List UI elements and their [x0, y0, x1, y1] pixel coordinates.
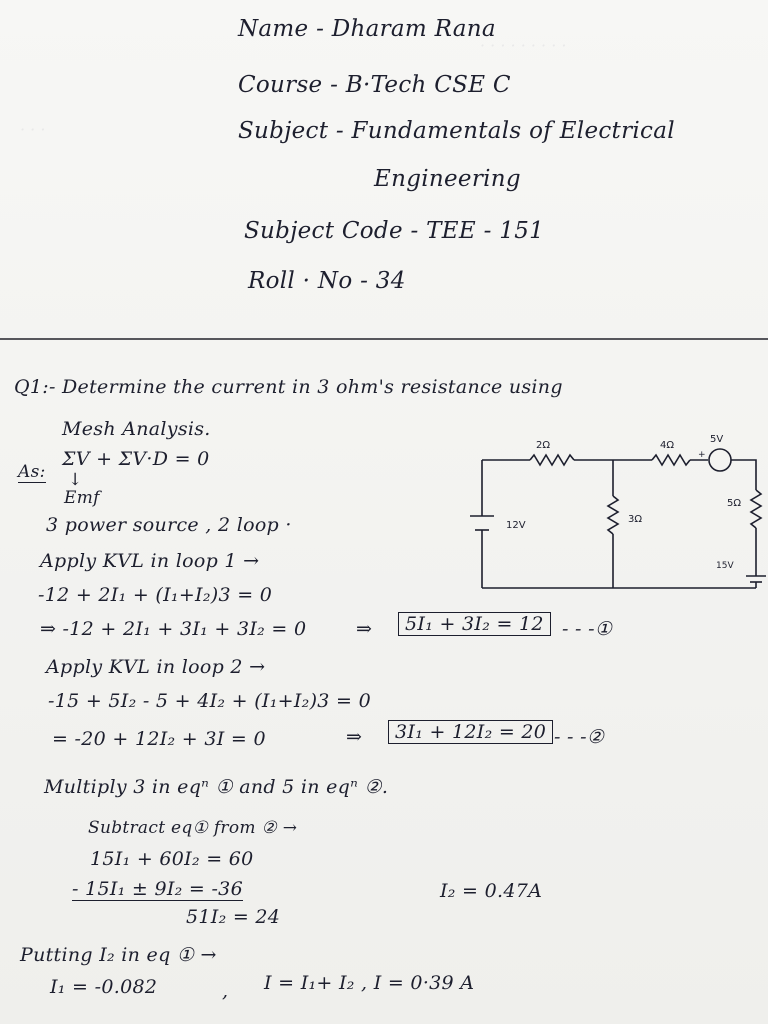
- bleed-through: · · ·: [20, 120, 46, 139]
- label-2ohm: 2Ω: [536, 440, 551, 451]
- kvl-equation: ΣV + ΣV·D = 0: [62, 448, 210, 470]
- answer-label: As:: [18, 462, 46, 482]
- label-5v: 5V: [710, 434, 724, 445]
- roll-number: Roll · No - 34: [248, 268, 406, 294]
- resistor-5ohm: [751, 490, 761, 528]
- separator-comma: ,: [222, 980, 229, 1002]
- question-line-2: Mesh Analysis.: [62, 418, 211, 440]
- question-line-1: Q1:- Determine the current in 3 ohm's resistance using: [14, 376, 563, 398]
- label-4ohm: 4Ω: [660, 440, 675, 451]
- circuit-diagram: [470, 430, 768, 600]
- label-15v: 15V: [716, 561, 734, 571]
- subtract-line-2: - 15I₁ ± 9I₂ = -36: [72, 878, 243, 900]
- subtract-result: 51I₂ = 24: [186, 906, 281, 928]
- loop1-equation-1: -12 + 2I₁ + (I₁+I₂)3 = 0: [38, 584, 273, 606]
- loop2-equation-1: -15 + 5I₂ - 5 + 4I₂ + (I₁+I₂)3 = 0: [48, 690, 371, 712]
- loop2-implies: ⇒: [346, 726, 363, 748]
- equation-1-boxed: 5I₁ + 3I₂ = 12: [398, 612, 551, 636]
- emf-arrow: ↓: [68, 470, 83, 490]
- resistor-4ohm: [652, 455, 690, 465]
- divider-line: [0, 338, 768, 340]
- student-name: Name - Dharam Rana: [238, 16, 496, 42]
- subtract-step: Subtract eq① from ② →: [88, 818, 298, 838]
- source-5v-plus-sign: +: [698, 450, 706, 460]
- i2-result: I₂ = 0.47A: [440, 880, 543, 902]
- equation-1-ref: - - -①: [562, 618, 613, 640]
- putting-step: Putting I₂ in eq ① →: [20, 944, 217, 966]
- loop1-title: Apply KVL in loop 1 →: [40, 550, 260, 572]
- label-12v: 12V: [506, 520, 526, 531]
- label-5ohm: 5Ω: [727, 498, 742, 509]
- subtract-line-1: 15I₁ + 60I₂ = 60: [90, 848, 254, 870]
- course: Course - B·Tech CSE C: [238, 72, 511, 98]
- note-sources-loops: 3 power source , 2 loop ·: [46, 514, 292, 536]
- loop1-implies: ⇒: [356, 618, 373, 640]
- resistor-2ohm: [530, 455, 574, 465]
- equation-2-boxed: 3I₁ + 12I₂ = 20: [388, 720, 553, 744]
- source-5v-circle: [709, 449, 731, 471]
- loop2-title: Apply KVL in loop 2 →: [46, 656, 266, 678]
- equation-2-ref: - - -②: [554, 726, 605, 748]
- i1-result: I₁ = -0.082: [50, 976, 158, 998]
- subject-continued: Engineering: [374, 166, 521, 192]
- emf-label: Emf: [64, 488, 100, 508]
- subject-code: Subject Code - TEE - 151: [244, 218, 545, 244]
- subject: Subject - Fundamentals of Electrical: [238, 118, 675, 144]
- i-total-result: I = I₁+ I₂ , I = 0·39 A: [264, 972, 475, 994]
- loop2-equation-2: = -20 + 12I₂ + 3I = 0: [52, 728, 266, 750]
- loop1-equation-2: ⇒ -12 + 2I₁ + 3I₁ + 3I₂ = 0: [40, 618, 307, 640]
- right-top-wire: [731, 460, 756, 490]
- multiply-step: Multiply 3 in eqⁿ ① and 5 in eqⁿ ②.: [44, 776, 389, 798]
- resistor-3ohm: [608, 496, 618, 534]
- label-3ohm: 3Ω: [628, 514, 643, 525]
- bleed-through: · · · · · · · · ·: [480, 36, 567, 55]
